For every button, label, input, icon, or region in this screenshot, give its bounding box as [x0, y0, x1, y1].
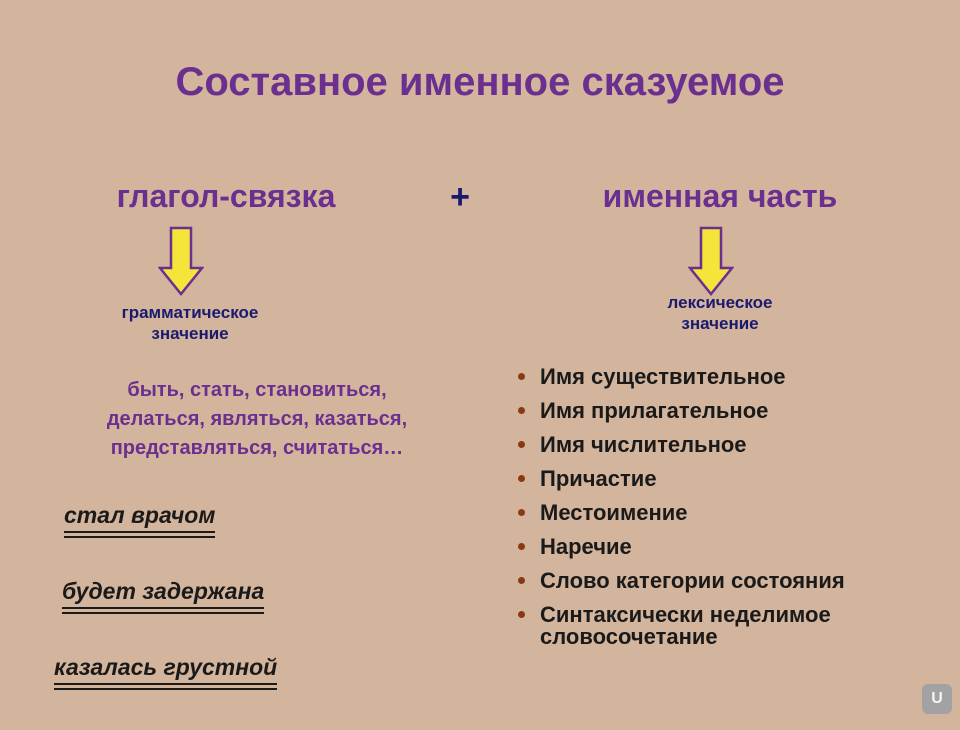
list-item [514, 536, 954, 570]
list-item-label: Имя существительное [540, 364, 786, 389]
example-phrase-text: стал врачом [64, 502, 216, 528]
example-phrase [64, 502, 215, 538]
bullet-icon [518, 373, 525, 380]
list-item-label-wrap: словосочетание [540, 624, 718, 649]
list-item [514, 502, 954, 536]
down-arrow-icon-right [688, 226, 734, 296]
list-item [514, 400, 954, 434]
label-lexical-meaning [570, 292, 870, 335]
bullet-icon [518, 475, 525, 482]
heading-nominal-part: именная часть [602, 178, 838, 214]
list-item [514, 570, 954, 604]
list-item [514, 434, 954, 468]
list-item [514, 468, 954, 502]
example-row [40, 654, 460, 730]
bullet-icon [518, 543, 525, 550]
list-item-label: Местоимение [540, 500, 688, 525]
bullet-icon [518, 577, 525, 584]
heading-linking-verb: глагол-связка [116, 178, 336, 214]
example-phrase-text: будет задержана [62, 578, 265, 604]
label-lexical-meaning-line1: лексическое [667, 293, 773, 312]
list-item [514, 604, 954, 660]
bullet-icon [518, 407, 525, 414]
double-underline [64, 531, 215, 538]
bullet-icon [518, 611, 525, 618]
list-item-label: Синтаксически неделимое [540, 602, 831, 627]
label-grammatical-meaning-line1: грамматическое [121, 303, 259, 322]
examples-group [40, 502, 460, 730]
page-title: Составное именное сказуемое [175, 60, 785, 104]
label-grammatical-meaning-line2: значение [151, 324, 229, 344]
example-phrase [54, 654, 277, 690]
example-phrase-text: казалась грустной [54, 654, 278, 680]
example-row [40, 502, 460, 578]
linking-verbs-line-1: быть, стать, становиться, [127, 379, 387, 401]
double-underline [62, 607, 264, 614]
plus-sign: + [450, 178, 470, 216]
list-item-label: Причастие [540, 466, 657, 491]
list-item-label: Имя прилагательное [540, 398, 769, 423]
linking-verbs-list [12, 376, 502, 463]
label-grammatical-meaning [40, 302, 340, 345]
linking-verbs-line-2: делаться, являться, казаться, [106, 408, 408, 430]
list-item-label: Имя числительное [540, 432, 747, 457]
list-item [514, 366, 954, 400]
example-row [40, 578, 460, 654]
list-item-label: Слово категории состояния [540, 568, 845, 593]
nominal-parts-list [514, 366, 954, 660]
list-item-label: Наречие [540, 534, 632, 559]
down-arrow-icon-left [158, 226, 204, 296]
example-phrase [62, 578, 264, 614]
linking-verbs-line-3: представляться, считаться… [110, 437, 404, 459]
label-lexical-meaning-line2: значение [681, 314, 759, 334]
bullet-icon [518, 441, 525, 448]
double-underline [54, 683, 277, 690]
corner-logo: U [922, 684, 952, 714]
bullet-icon [518, 509, 525, 516]
